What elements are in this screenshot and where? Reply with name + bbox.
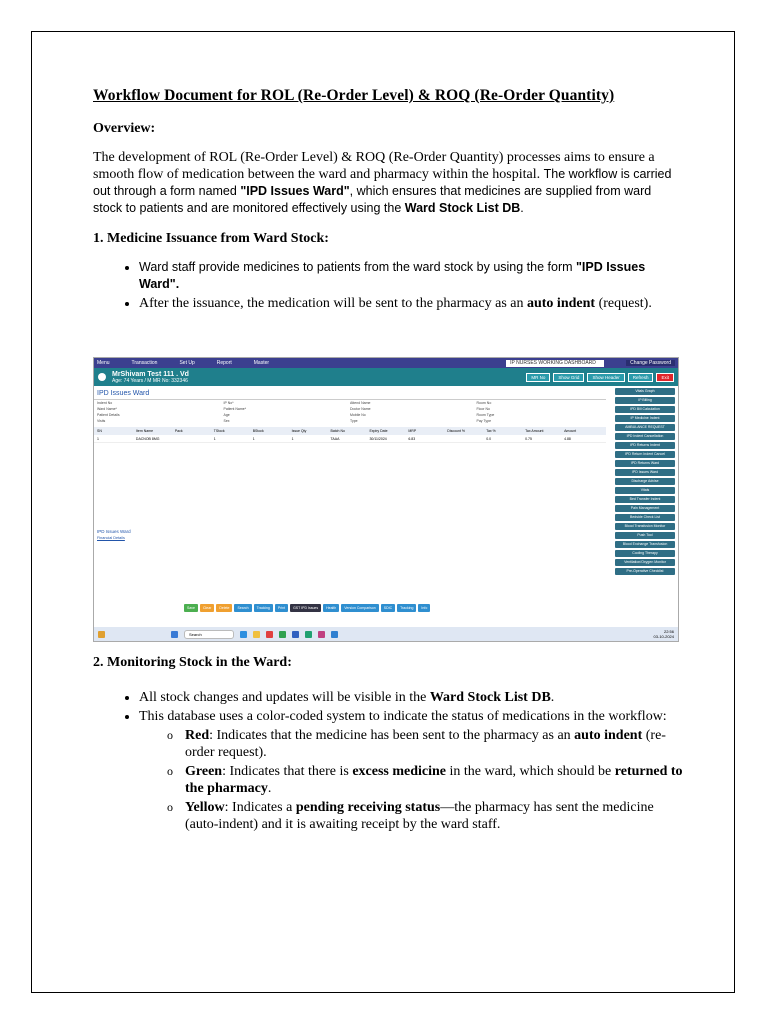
exit-button[interactable]: Exit (656, 373, 674, 382)
s2b2-text: This database uses a color-coded system to indicate the status of medications in the workflow: (139, 709, 667, 724)
side-menu-item[interactable]: IPD Returns Indent (615, 442, 675, 449)
side-menu-item[interactable]: Blood Exchange Transfusion (615, 541, 675, 548)
yellow-text: : Indicates a (224, 800, 296, 815)
s1b1-text: Ward staff provide medicines to patients from the ward stock by using the form (139, 260, 576, 274)
clock-date: 03-10-2024 (653, 634, 674, 639)
red-bold: auto indent (574, 728, 643, 743)
side-menu-item[interactable]: Blood Transfusion Monitor (615, 523, 675, 530)
overview-heading: Overview: (93, 121, 156, 136)
app-icon[interactable] (292, 631, 299, 638)
field-label: Indent No (97, 401, 113, 405)
section2-bullet-1 (139, 689, 683, 706)
section1-list (93, 259, 683, 312)
col-header: Amount (564, 429, 577, 433)
cell: 4.88 (564, 436, 571, 441)
color-red-item (185, 727, 683, 761)
nav-master[interactable]: Master (253, 360, 270, 366)
items-table-header (94, 427, 606, 435)
cell: 1 (252, 436, 255, 441)
col-header: BStock (252, 429, 264, 433)
side-menu-item[interactable]: IPD Return Indent Cancel (615, 451, 675, 458)
form-name-bold: "IPD Issues Ward" (240, 184, 350, 198)
side-menu-item[interactable]: IP Billing (615, 397, 675, 404)
side-menu-item[interactable]: Push Tool (615, 532, 675, 539)
cell: 1 (291, 436, 294, 441)
col-header: Item Name (135, 429, 154, 433)
document-body-2 (93, 655, 683, 847)
overview-text-sans-b: , which ensures that medicines are supplied from ward stock to patients and are monitored effectively using the (93, 184, 652, 215)
clear-button[interactable]: Clear (200, 604, 214, 612)
overview-text-serif: The development of ROL (Re-Order Level) & ROQ (Re-Order Quantity) processes aims to ensure a smooth flow of medication between the ward and pharmacy within the hospital. (93, 150, 655, 182)
nav-transaction[interactable]: Transaction (131, 360, 158, 366)
clock-time: 22:56 (663, 629, 674, 634)
overview-paragraph (93, 149, 683, 217)
form-title: IPD Issues Ward (94, 388, 606, 400)
col-header: Issue Qty (291, 429, 307, 433)
form-row (94, 418, 606, 424)
col-header: Discount % (447, 429, 465, 433)
side-menu-item[interactable]: Pain Management (615, 505, 675, 512)
s2b1-bold: Ward Stock List DB (429, 690, 551, 705)
yellow-end: —the pharmacy has sent the medicine (auto-indent) and it is awaiting receipt by the ward staff. (185, 800, 654, 832)
side-menu-item[interactable]: IPD Bill Calculation (615, 406, 675, 413)
col-header: MRP (408, 429, 417, 433)
field-label: Pay Type (476, 419, 492, 423)
field-label: Floor No (476, 407, 490, 411)
app-icon[interactable] (240, 631, 247, 638)
green-end: . (267, 781, 272, 796)
tracking-button[interactable]: Tracking (254, 604, 273, 612)
s2b1-end: . (550, 690, 555, 705)
db-name-bold: Ward Stock List DB (404, 201, 521, 215)
color-code-list (139, 727, 683, 833)
side-menu-item[interactable]: Pre-Operative Checklist (615, 568, 675, 575)
nav-setup[interactable]: Set Up (179, 360, 195, 366)
section2-bullet-2 (139, 708, 683, 833)
cell: 0.75 (525, 436, 532, 441)
refresh-button[interactable]: Refresh (628, 373, 654, 382)
field-label: Visits (97, 419, 106, 423)
cell: 1 (97, 436, 99, 441)
cell: 0.0 (486, 436, 492, 441)
tracking2-button[interactable]: Tracking (397, 604, 416, 612)
side-menu-item[interactable]: IPD Returns Ward (615, 460, 675, 467)
col-header: Pack (174, 429, 183, 433)
s1b2-text: After the issuance, the medication will be sent to the pharmacy as an (139, 296, 527, 311)
sdic-button[interactable]: SDIC (381, 604, 395, 612)
taskbar (94, 627, 678, 641)
s1b1-bold: "IPD Issues Ward". (139, 260, 646, 291)
dashboard-select[interactable]: IP NURSES WORKING DASHBOARD (506, 360, 604, 367)
green-bold-1: excess medicine (352, 764, 447, 779)
s1b2-bold: auto indent (526, 296, 596, 311)
section1-heading: 1. Medicine Issuance from Ward Stock: (93, 231, 329, 246)
cell: 1 (213, 436, 216, 441)
s1b2-end: (request). (595, 296, 652, 311)
side-menu-item[interactable]: Vitals (615, 487, 675, 494)
side-menu-item[interactable]: Vitals Graph (615, 388, 675, 395)
red-end: (re-order request). (185, 728, 666, 760)
color-yellow-item (185, 799, 683, 833)
green-bold-2: returned to the pharmacy (185, 764, 683, 796)
show-header-button[interactable]: Show Header (587, 373, 624, 382)
delete-button[interactable]: Delete (216, 604, 232, 612)
print-button[interactable]: Print (275, 604, 288, 612)
field-label: Doctor Name (350, 407, 371, 411)
app-icon[interactable] (279, 631, 286, 638)
action-bar (184, 604, 430, 612)
menu-button[interactable]: Menu (97, 360, 110, 366)
field-label: Type (350, 419, 358, 423)
show-grid-button[interactable]: Show Grid (553, 373, 584, 382)
app-icon[interactable] (331, 631, 338, 638)
app-icon[interactable] (253, 631, 260, 638)
green-text: : Indicates that there is (222, 764, 353, 779)
info-button[interactable]: Info (418, 604, 430, 612)
col-header: SN (97, 429, 102, 433)
table-row[interactable] (94, 435, 606, 443)
green-label: Green (185, 764, 223, 779)
col-header: Tax % (486, 429, 496, 433)
col-header: Batch No (330, 429, 345, 433)
side-menu-item[interactable]: Cooling Therapy (615, 550, 675, 557)
form-footer (94, 528, 606, 541)
section2-list (93, 689, 683, 833)
field-label: Attend Name (350, 401, 371, 405)
field-label: Mobile No (350, 413, 366, 417)
financial-details-label: Financial Details (97, 536, 125, 540)
col-header: Tax Amount (525, 429, 544, 433)
patient-bar (94, 368, 678, 386)
s2b1-text: All stock changes and updates will be visible in the (139, 690, 430, 705)
side-menu-item[interactable]: IPD Issues Ward (615, 469, 675, 476)
field-label: Sex (223, 419, 230, 423)
side-menu-item[interactable]: IP Medicine Indent (615, 415, 675, 422)
cell: DACNOB 8MG (135, 436, 160, 441)
field-label: Room No (476, 401, 492, 405)
clock (654, 629, 674, 639)
footer-title: IPD Issues Ward (97, 529, 131, 534)
section1-bullet-1 (139, 259, 683, 293)
app-icon[interactable] (318, 631, 325, 638)
side-menu (615, 388, 675, 575)
version-comparison-button[interactable]: Version Comparison (341, 604, 379, 612)
avatar (98, 373, 106, 381)
patient-name: MrShivam Test 111 . Vd (112, 370, 189, 378)
app-topbar (94, 358, 678, 368)
col-header: Expiry Date (369, 429, 388, 433)
red-label: Red (185, 728, 210, 743)
field-label: IP No* (223, 401, 234, 405)
weather-icon[interactable] (98, 631, 105, 638)
green-mid: in the ward, which should be (446, 764, 615, 779)
field-label: Ward Name* (97, 407, 117, 411)
windows-start-icon[interactable] (171, 631, 178, 638)
side-menu-item[interactable]: Discharge Advise (615, 478, 675, 485)
taskbar-search[interactable]: Search (184, 630, 234, 639)
patient-sub: Age: 74 Years / M MR No: 332346 (112, 377, 188, 384)
document-title: Workflow Document for ROL (Re-Order Level) & ROQ (Re-Order Quantity) (93, 87, 615, 104)
color-green-item (185, 763, 683, 797)
cell: TAAA (330, 436, 340, 441)
yellow-label: Yellow (185, 800, 225, 815)
save-button[interactable]: Save (184, 604, 198, 612)
cell: 6.83 (408, 436, 416, 441)
field-label: Patient Name* (223, 407, 247, 411)
section1-bullet-2 (139, 295, 683, 312)
change-password-button[interactable]: Change Password (626, 360, 675, 366)
side-menu-item[interactable]: AMBULANCE REQUEST (615, 424, 675, 431)
gst-select[interactable]: GST IPD Issues (290, 604, 321, 612)
mr-no-button[interactable]: MR No (526, 373, 550, 382)
side-menu-item[interactable]: Ventilation/Oxygen Monitor (615, 559, 675, 566)
field-label: Patient Details (97, 413, 120, 417)
section2-heading: 2. Monitoring Stock in the Ward: (93, 655, 292, 670)
field-label: Age (223, 413, 230, 417)
red-text: : Indicates that the medicine has been sent to the pharmacy as an (209, 728, 575, 743)
side-menu-item[interactable]: IPD Indent Cancellation (615, 433, 675, 440)
yellow-bold: pending receiving status (295, 800, 441, 815)
top-buttons (526, 373, 674, 382)
document-body (93, 87, 683, 326)
app-icon[interactable] (305, 631, 312, 638)
nav-report[interactable]: Report (216, 360, 232, 366)
side-menu-item[interactable]: Bed Transfer Indent (615, 496, 675, 503)
embedded-screenshot (93, 357, 679, 642)
cell: 30/11/2024 (369, 436, 387, 441)
side-menu-item[interactable]: Bedside Check List (615, 514, 675, 521)
patient-info (112, 371, 189, 384)
overview-text-sans-a: The workflow is carried out through a form named (93, 167, 672, 198)
overview-end: . (520, 201, 524, 215)
col-header: TStock (213, 429, 225, 433)
app-icon[interactable] (266, 631, 273, 638)
health-button[interactable]: Health (323, 604, 339, 612)
search-button[interactable]: Search (234, 604, 251, 612)
ipd-form (94, 388, 606, 614)
field-label: Room Type (476, 413, 495, 417)
